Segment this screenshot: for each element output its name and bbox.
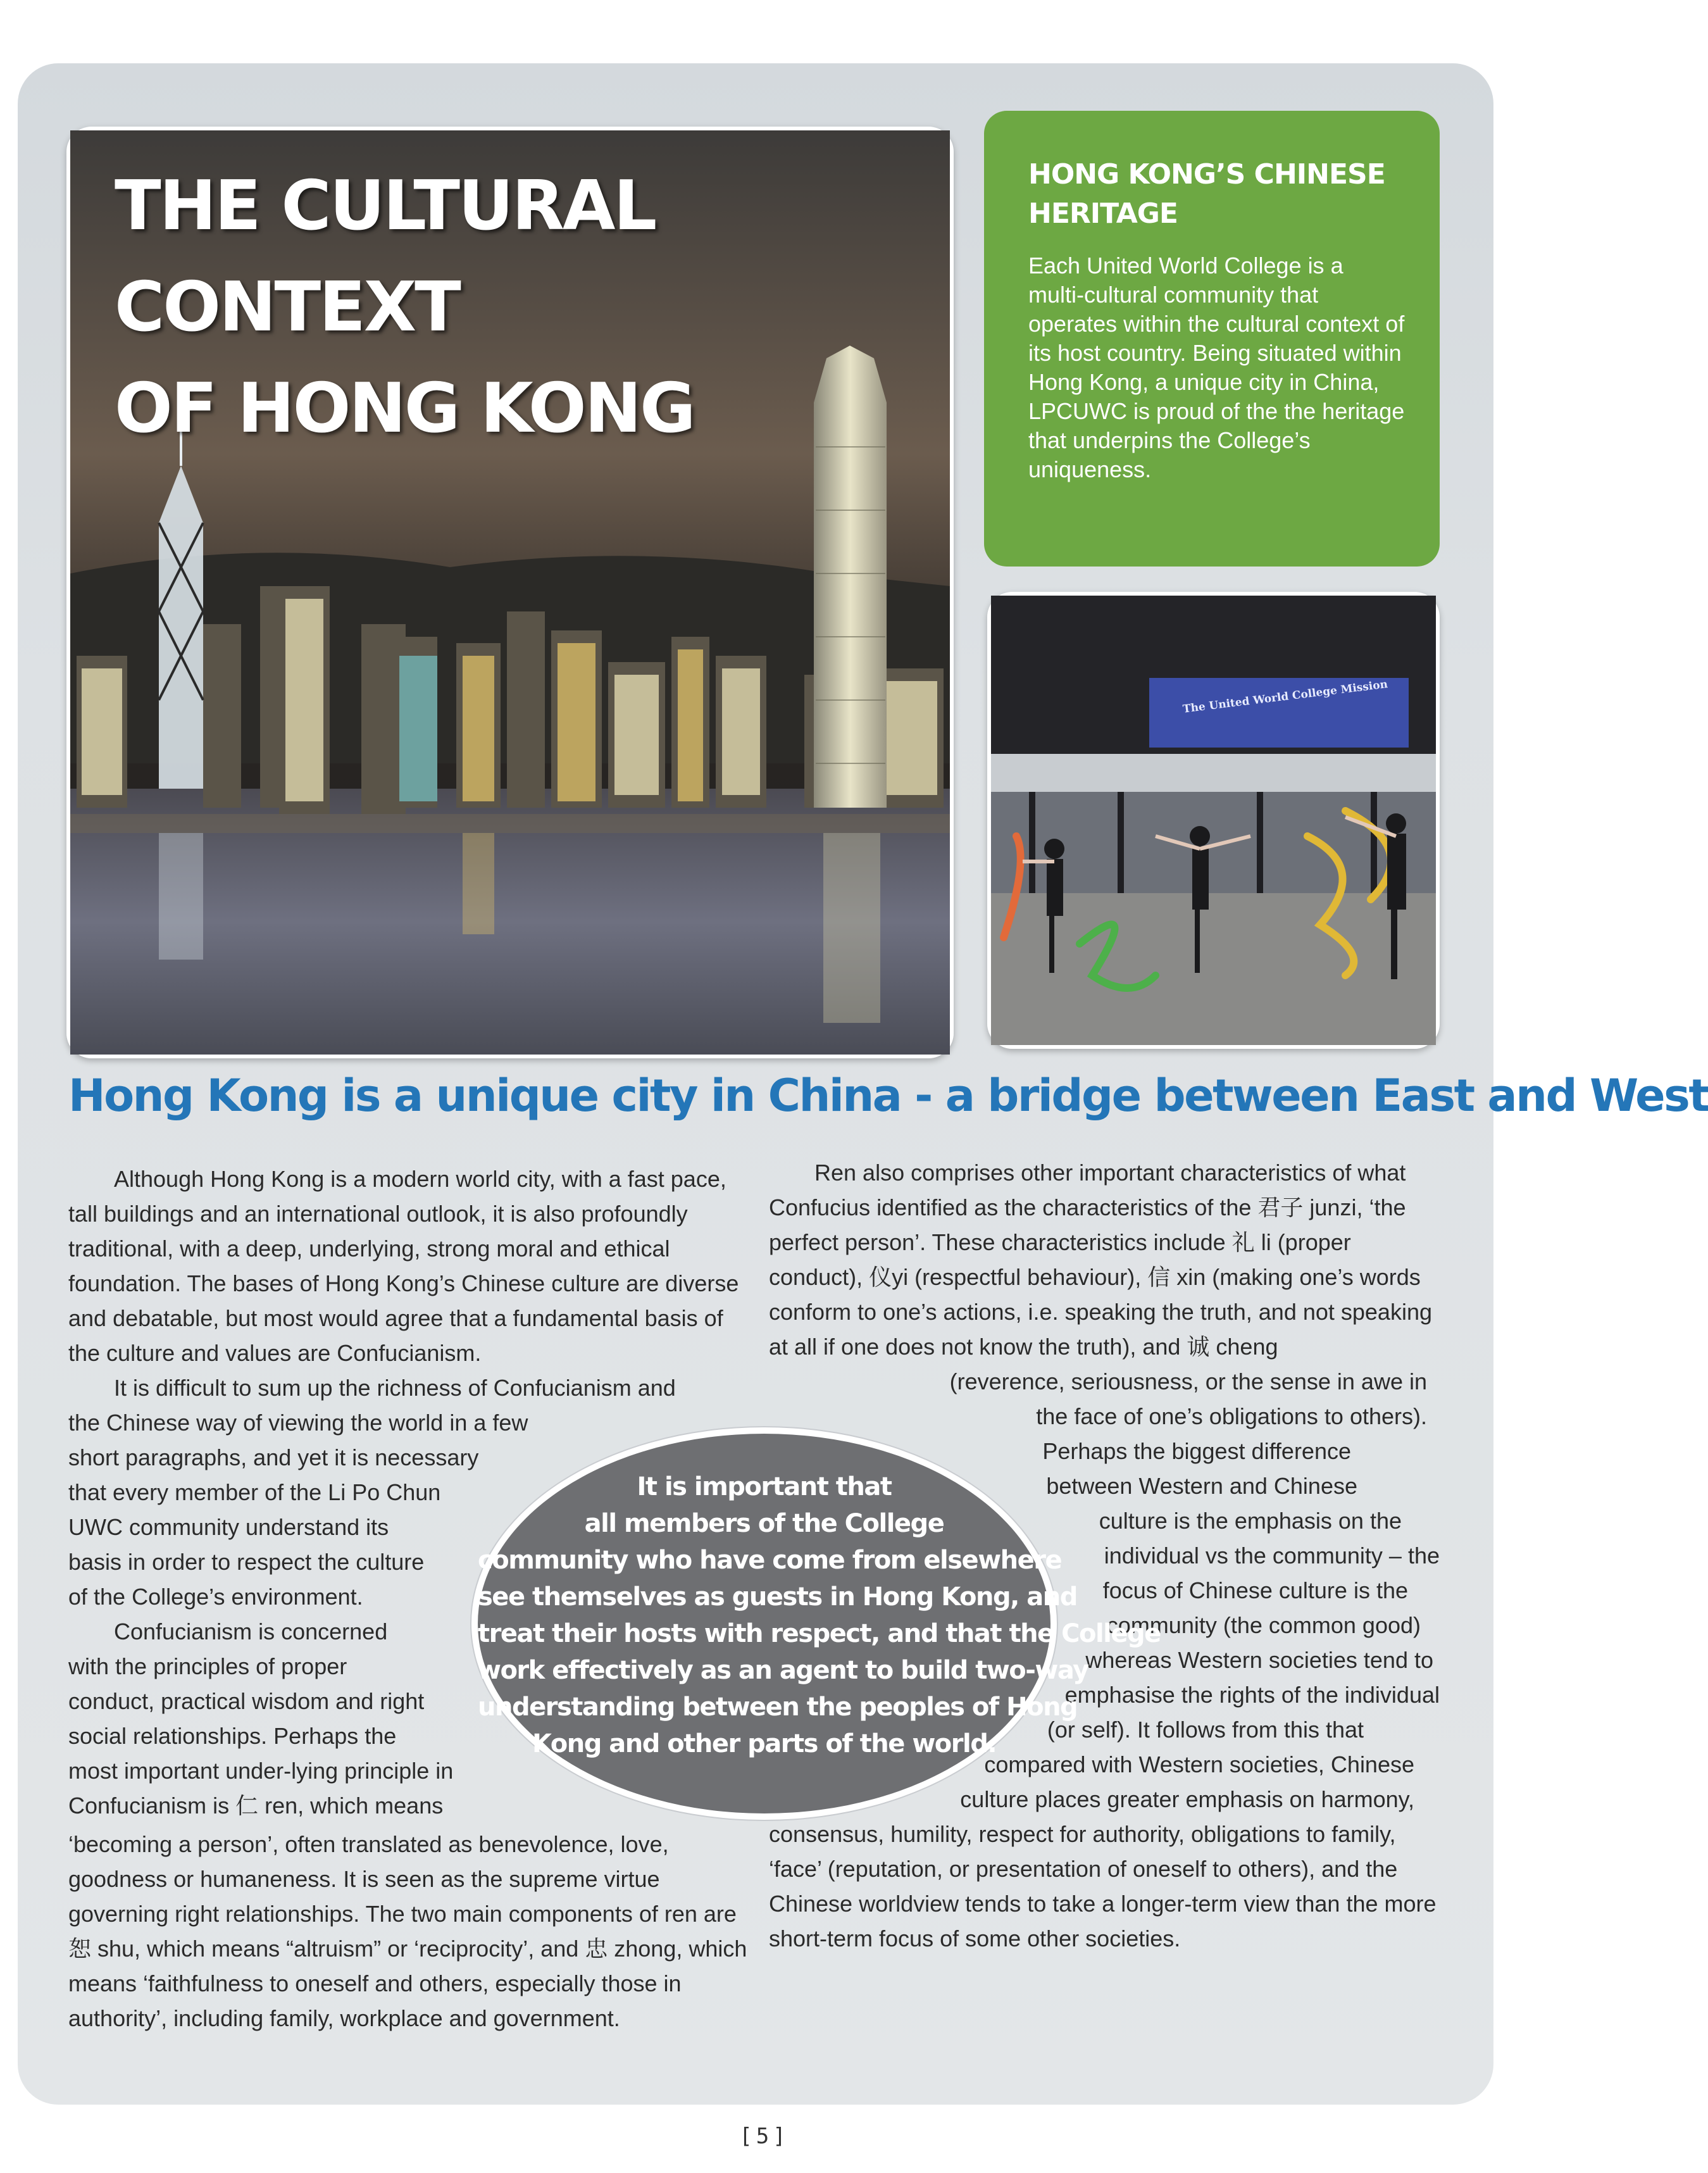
- text-line: Perhaps the biggest difference: [1042, 1438, 1351, 1464]
- text-line: most important under-lying principle in: [68, 1758, 454, 1784]
- text-line: with the principles of proper: [68, 1653, 347, 1679]
- page-title: [115, 156, 950, 460]
- text-line: Confucianism is concerned: [114, 1619, 388, 1644]
- text-line: social relationships. Perhaps the: [68, 1723, 397, 1749]
- text-line: (reverence, seriousness, or the sense in awe in: [949, 1368, 1427, 1394]
- heritage-heading-line-2: HERITAGE: [1028, 197, 1178, 230]
- pull-quote-line: community who have come from elsewhere: [478, 1546, 1062, 1575]
- text-line: individual vs the community – the: [1104, 1543, 1440, 1569]
- text-line: the Chinese way of viewing the world in a few: [68, 1410, 528, 1436]
- text-line: culture is the emphasis on the: [1099, 1508, 1402, 1534]
- dancers-illustration: [991, 596, 1436, 1045]
- left-paragraph-4: ‘becoming a person’, often translated as benevolence, love, goodness or humaneness. It is seen as the supreme virtue governing right relationships. The two main components of ren are 恕 shu, which means “altruism” or ‘reciprocity’, and 忠 zhong, which means ‘faithfulness to oneself and others, especially those in authority’, including family, workplace and government.: [68, 1831, 747, 2031]
- text-line: focus of Chinese culture is the: [1102, 1577, 1408, 1603]
- text-line: the face of one’s obligations to others).: [1036, 1403, 1427, 1429]
- text-line: emphasise the rights of the individual: [1064, 1682, 1440, 1708]
- title-line-2: OF HONG KONG: [115, 369, 694, 448]
- text-line: culture places greater emphasis on harmony,: [960, 1786, 1414, 1812]
- text-line: whereas Western societies tend to: [1085, 1647, 1433, 1673]
- text-line: conduct, practical wisdom and right: [68, 1688, 425, 1714]
- text-line: basis in order to respect the culture: [68, 1549, 425, 1575]
- text-line: compared with Western societies, Chinese: [984, 1751, 1414, 1777]
- text-line: It is difficult to sum up the richness of Confucianism and: [114, 1375, 676, 1401]
- text-line: Confucianism is 仁 ren, which means: [68, 1793, 444, 1819]
- hong-kong-skyline-photo: [66, 127, 954, 1058]
- heritage-body: Each United World College is a multi-cultural community that operates within the cultural context of its host country. Being situated within Hong Kong, a unique city in China, LPCUWC is proud of the the heritage that underpins the College’s uniqueness.: [1028, 253, 1405, 482]
- pull-quote-line: Kong and other parts of the world.: [532, 1729, 997, 1758]
- section-headline: Hong Kong is a unique city in China - a bridge between East and West: [68, 1070, 1708, 1122]
- pull-quote-text: [478, 1468, 1161, 1762]
- pull-quote-line: see themselves as guests in Hong Kong, and: [478, 1582, 1077, 1612]
- text-line: UWC community understand its: [68, 1514, 389, 1540]
- text-line: that every member of the Li Po Chun: [68, 1479, 441, 1505]
- pull-quote-line: work effectively as an agent to build two-way: [478, 1656, 1088, 1685]
- heritage-heading-line-1: HONG KONG’S CHINESE: [1028, 158, 1385, 191]
- mission-banner: The United World College Mission: [1182, 678, 1388, 716]
- page-number: [5]: [739, 2124, 790, 2149]
- text-line: short paragraphs, and yet it is necessary: [68, 1444, 479, 1470]
- pull-quote-oval: [471, 1427, 1161, 1820]
- pull-quote-line: treat their hosts with respect, and that the College: [478, 1619, 1161, 1648]
- text-line: between Western and Chinese: [1046, 1473, 1357, 1499]
- heritage-info-box: [984, 111, 1440, 567]
- right-paragraph-1-tail: [769, 1364, 1446, 1434]
- pull-quote-line: all members of the College: [584, 1509, 944, 1538]
- left-paragraph-1: Although Hong Kong is a modern world city, with a fast pace, tall buildings and an international outlook, it is also profoundly traditional, with a deep, underlying, strong moral and ethical foundation. The bases of Hong Kong’s Chinese culture are diverse and debatable, but most would agree that a fundamental basis of the culture and values are Confucianism.: [68, 1166, 739, 1366]
- text-line: (or self). It follows from this that: [1047, 1717, 1364, 1743]
- right-paragraph-2-rest: consensus, humility, respect for authority, obligations to family, ‘face’ (reputation, or presentation of oneself to others), and the Chinese worldview tends to take a longer-term view than the more short-term focus of some other societies.: [769, 1821, 1437, 1951]
- text-line: of the College’s environment.: [68, 1584, 363, 1610]
- pull-quote-line: It is important that: [637, 1472, 892, 1501]
- right-paragraph-1: Ren also comprises other important characteristics of what Confucius identified as the characteristics of the 君子 junzi, ‘the perfect person’. These characteristics include 礼 li (proper conduct), 仪yi (respectful behaviour), 信 xin (making one’s words conform to one’s actions, i.e. speaking the truth, and not speaking at all if one does not know the truth), and 诚 cheng: [769, 1160, 1432, 1360]
- pull-quote-line: understanding between the peoples of Hong: [478, 1693, 1078, 1722]
- text-line: community (the common good): [1106, 1612, 1421, 1638]
- title-line-1: THE CULTURAL CONTEXT: [115, 166, 656, 347]
- ribbon-dancers-photo: [987, 592, 1440, 1049]
- heritage-heading: [1028, 155, 1405, 234]
